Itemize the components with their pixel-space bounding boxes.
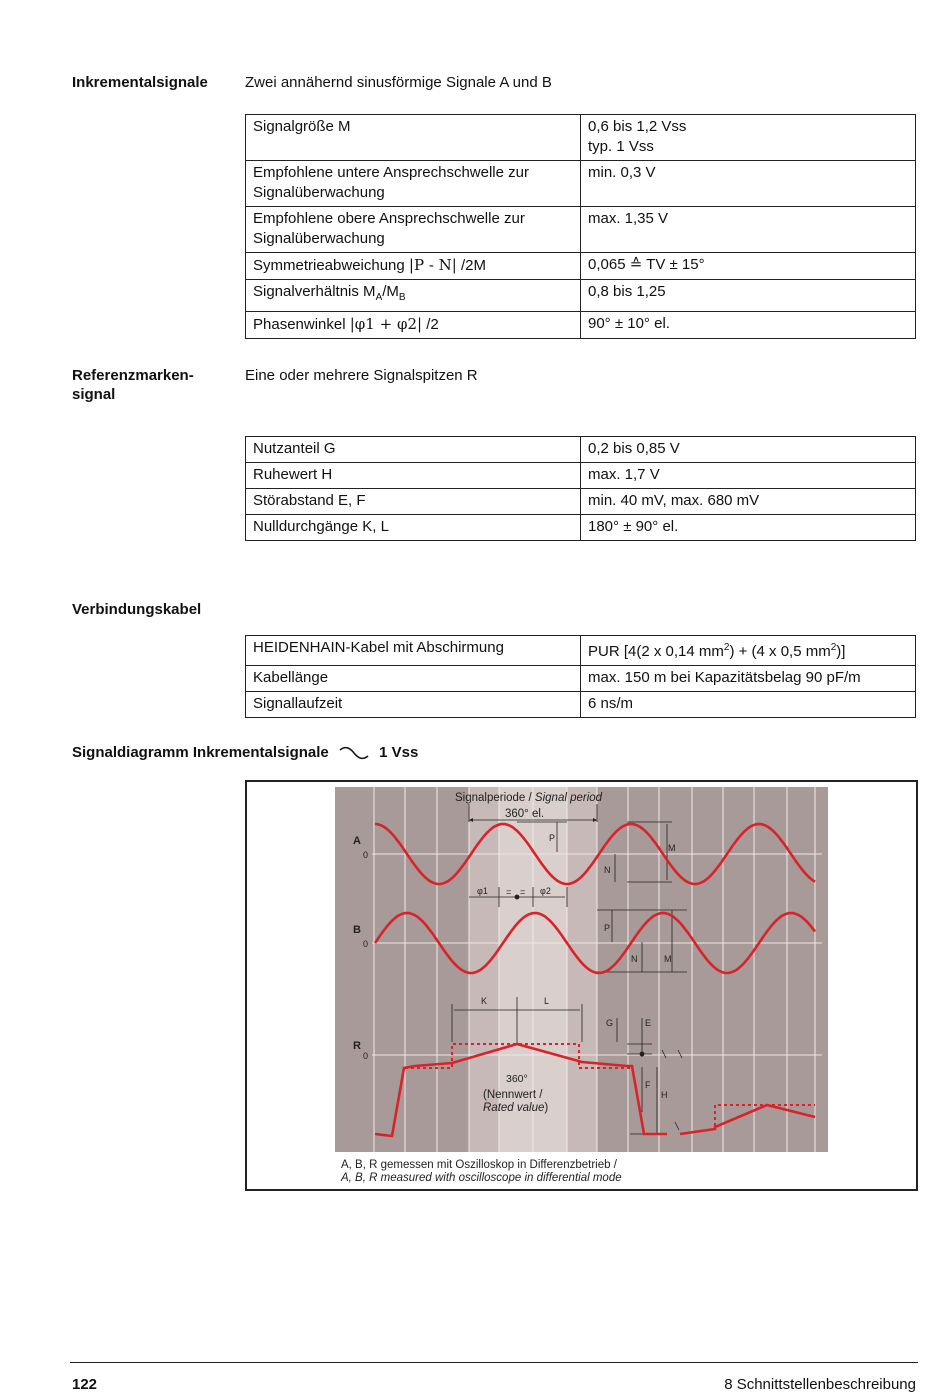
row-value: PUR [4(2 x 0,14 mm: [588, 643, 724, 660]
row-label-a: A: [353, 835, 361, 847]
section-heading-reference: [72, 366, 194, 404]
letter-n-b: N: [631, 954, 638, 964]
row-label: Signalverhältnis M: [253, 283, 376, 300]
diagram-title: [72, 744, 418, 761]
row-label-mid: /M: [382, 283, 399, 300]
subscript: A: [375, 292, 383, 303]
table-cell: [581, 312, 916, 339]
rated-degrees: 360°: [506, 1073, 528, 1085]
cable-spec-table: [245, 635, 916, 718]
row-label: Nulldurchgänge K, L: [246, 515, 581, 541]
row-value: 90° ± 10° el.: [588, 315, 670, 332]
letter-k: K: [481, 996, 488, 1006]
table-cell: [581, 253, 916, 280]
letter-g: G: [606, 1018, 614, 1028]
footer-rule: [70, 1362, 918, 1363]
row-label: Kabellänge: [246, 666, 581, 692]
row-value: min. 40 mV, max. 680 mV: [581, 489, 916, 515]
row-value: )]: [836, 643, 846, 660]
letter-m-b: M: [664, 954, 672, 964]
phase-dot: [515, 895, 520, 900]
row-label: Empfohlene obere Ansprechschwelle zur: [253, 210, 525, 227]
section-intro-incremental: Zwei annähernd sinusförmige Signale A und B: [245, 74, 552, 91]
table-row: [246, 115, 916, 161]
table-row: [246, 666, 916, 692]
table-row: [246, 692, 916, 718]
formula: |φ1 + φ2|: [349, 315, 423, 333]
letter-h: H: [661, 1090, 668, 1100]
section-heading-incremental: Inkrementalsignale: [72, 74, 208, 91]
row-value: 6 ns/m: [581, 692, 916, 718]
row-label-r: R: [353, 1040, 361, 1052]
heading-line: signal: [72, 386, 116, 403]
row-label-line2: Signalüberwachung: [253, 230, 385, 247]
table-row: [246, 489, 916, 515]
table-cell: [581, 161, 916, 207]
row-value: 0,2 bis 0,85 V: [581, 437, 916, 463]
row-value-secondary: typ. 1 Vss: [588, 138, 654, 155]
row-value: ) + (4 x 0,5 mm: [729, 643, 831, 660]
page-number: 122: [72, 1376, 98, 1393]
signal-diagram-frame: [245, 780, 918, 1191]
row-label: Signallaufzeit: [246, 692, 581, 718]
row-label-line2: Signalüberwachung: [253, 184, 385, 201]
letter-n-a: N: [604, 865, 611, 875]
row-value: max. 1,35 V: [588, 210, 669, 227]
table-cell: [581, 115, 916, 161]
incremental-spec-table: [245, 114, 916, 339]
letter-l: L: [544, 996, 550, 1006]
row-label: HEIDENHAIN-Kabel mit Abschirmung: [246, 636, 581, 666]
superscript: 2: [830, 642, 837, 653]
superscript: 2: [723, 642, 730, 653]
letter-phi2: φ2: [540, 886, 551, 896]
zero-label-b: 0: [363, 939, 369, 949]
table-row: [246, 253, 916, 280]
table-row: [246, 280, 916, 312]
table-row: [246, 463, 916, 489]
signal-diagram: [247, 782, 916, 1189]
row-label: Empfohlene untere Ansprechschwelle zur: [253, 164, 529, 181]
row-value: 0,065 ≙ TV ± 15°: [588, 256, 705, 273]
row-label-suffix: /2: [422, 316, 439, 333]
row-value: min. 0,3 V: [588, 164, 656, 181]
table-cell: [246, 115, 581, 161]
table-row: [246, 515, 916, 541]
caption-de: A, B, R gemessen mit Oszilloskop in Differenzbetrieb /: [341, 1159, 617, 1171]
table-row: [246, 207, 916, 253]
row-label: Ruhewert H: [246, 463, 581, 489]
row-value: 180° ± 90° el.: [581, 515, 916, 541]
letter-e: E: [645, 1018, 652, 1028]
table-cell: [246, 207, 581, 253]
rated-label-en: Rated value): [483, 1102, 549, 1114]
heading-line: Referenzmarken-: [72, 367, 194, 384]
letter-m-a: M: [668, 843, 676, 853]
zero-label-r: 0: [363, 1051, 369, 1061]
period-label: Signalperiode / Signal period: [455, 792, 603, 804]
table-row: [246, 437, 916, 463]
section-intro-reference: Eine oder mehrere Signalspitzen R: [245, 367, 478, 384]
row-label-b: B: [353, 924, 361, 936]
table-cell: [246, 253, 581, 280]
letter-p-b: P: [604, 923, 611, 933]
letter-f: F: [645, 1080, 651, 1090]
period-value: 360° el.: [505, 808, 545, 820]
table-row: [246, 636, 916, 666]
table-cell: [246, 312, 581, 339]
reference-spec-table: [245, 436, 916, 541]
row-value: max. 1,7 V: [581, 463, 916, 489]
subscript: B: [398, 292, 406, 303]
table-row: [246, 312, 916, 339]
section-heading-cable: Verbindungskabel: [72, 601, 202, 618]
table-cell: [246, 280, 581, 312]
letter-eq-1: =: [506, 887, 512, 897]
row-value: 0,6 bis 1,2 Vss: [588, 118, 687, 135]
letter-p-a: P: [549, 833, 556, 843]
row-label: Störabstand E, F: [246, 489, 581, 515]
e-dot: [640, 1052, 645, 1057]
row-label: Nutzanteil G: [246, 437, 581, 463]
sine-wave-icon: [339, 746, 369, 760]
table-cell: [246, 161, 581, 207]
letter-phi1: φ1: [477, 886, 488, 896]
caption-en: A, B, R measured with oscilloscope in differential mode: [341, 1172, 622, 1184]
chapter-title: 8 Schnittstellenbeschreibung: [724, 1376, 916, 1393]
rated-label-de: (Nennwert /: [483, 1089, 543, 1101]
table-cell: [581, 207, 916, 253]
diagram-title-text: Signaldiagramm Inkrementalsignale: [72, 744, 329, 761]
table-cell: [581, 280, 916, 312]
row-label: Signalgröße M: [253, 118, 351, 135]
formula: |P - N|: [408, 256, 457, 274]
table-row: [246, 161, 916, 207]
row-value: max. 150 m bei Kapazitätsbelag 90 pF/m: [581, 666, 916, 692]
row-label: Phasenwinkel: [253, 316, 350, 333]
row-value: 0,8 bis 1,25: [588, 283, 666, 300]
diagram-title-unit: 1 Vss: [379, 744, 419, 761]
row-label: Symmetrieabweichung: [253, 257, 409, 274]
zero-label-a: 0: [363, 850, 369, 860]
row-label-suffix: /2M: [456, 257, 487, 274]
letter-eq-2: =: [520, 887, 526, 897]
table-cell: [581, 636, 916, 666]
